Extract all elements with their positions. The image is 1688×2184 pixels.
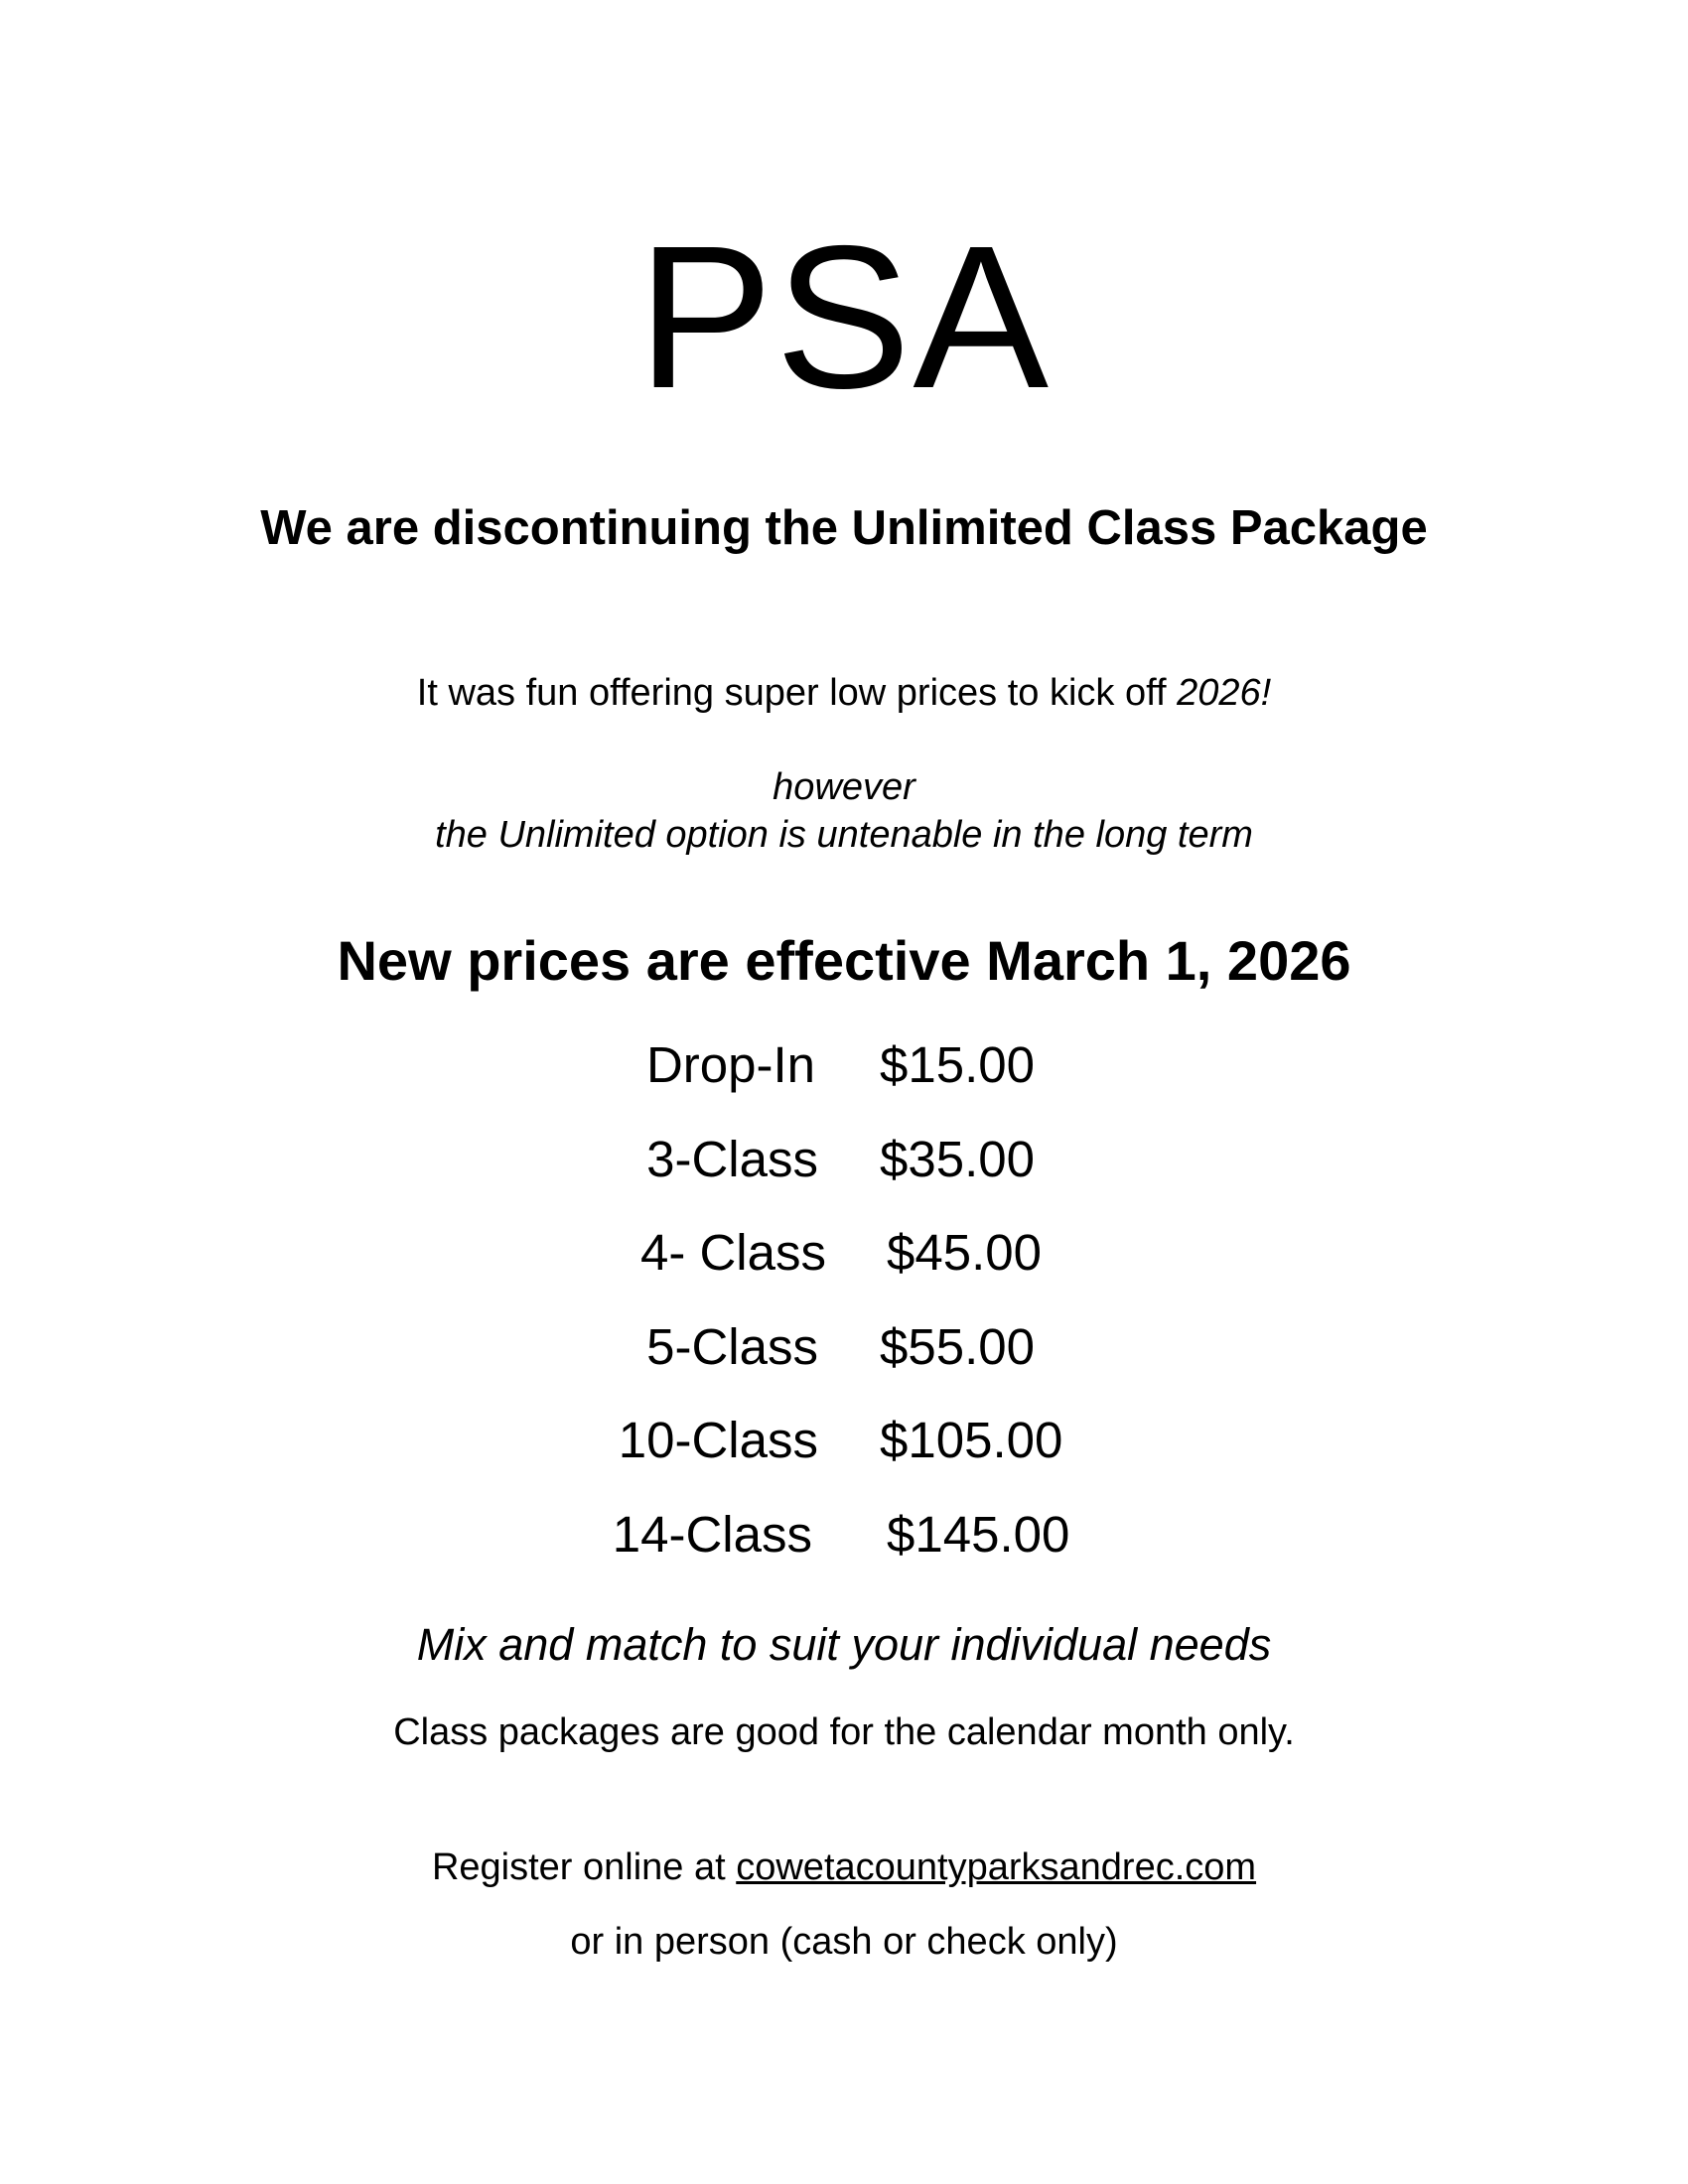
price-row-drop-in [0, 1035, 1688, 1095]
however-text: however [773, 766, 915, 808]
price-value: $55.00 [880, 1318, 1035, 1375]
price-value: $105.00 [880, 1412, 1063, 1468]
intro-text [0, 670, 1688, 716]
price-label: 14-Class [612, 1506, 812, 1563]
intro-body: It was fun offering super low prices to kick off [416, 672, 1178, 714]
website-link[interactable]: cowetacountyparksandrec.com [736, 1846, 1257, 1888]
intro-year: 2026! [1177, 672, 1272, 714]
price-label: 5-Class [646, 1318, 818, 1375]
price-value: $15.00 [880, 1036, 1035, 1093]
price-label: 3-Class [646, 1131, 818, 1187]
price-row-5-class [0, 1317, 1688, 1377]
price-label: Drop-In [645, 1036, 815, 1093]
price-row-10-class [0, 1411, 1688, 1470]
register-online-text [0, 1844, 1688, 1890]
register-prefix: Register online at [431, 1846, 737, 1888]
discontinue-heading: We are discontinuing the Unlimited Class Package [260, 501, 1428, 555]
price-row-14-class [0, 1505, 1688, 1565]
untenable-text: the Unlimited option is untenable in the long term [435, 814, 1253, 856]
price-label: 4- Class [639, 1224, 826, 1281]
price-row-3-class [0, 1130, 1688, 1189]
validity-text: Class packages are good for the calendar month only. [393, 1711, 1295, 1753]
price-value: $35.00 [880, 1131, 1035, 1187]
price-value: $145.00 [887, 1506, 1070, 1563]
mix-and-match-text: Mix and match to suit your individual needs [416, 1619, 1272, 1670]
price-value: $45.00 [887, 1224, 1042, 1281]
price-label: 10-Class [618, 1412, 818, 1468]
in-person-text: or in person (cash or check only) [570, 1921, 1118, 1963]
effective-date-heading: New prices are effective March 1, 2026 [337, 929, 1351, 992]
price-row-4-class [0, 1223, 1688, 1283]
page-title: PSA [636, 204, 1052, 431]
